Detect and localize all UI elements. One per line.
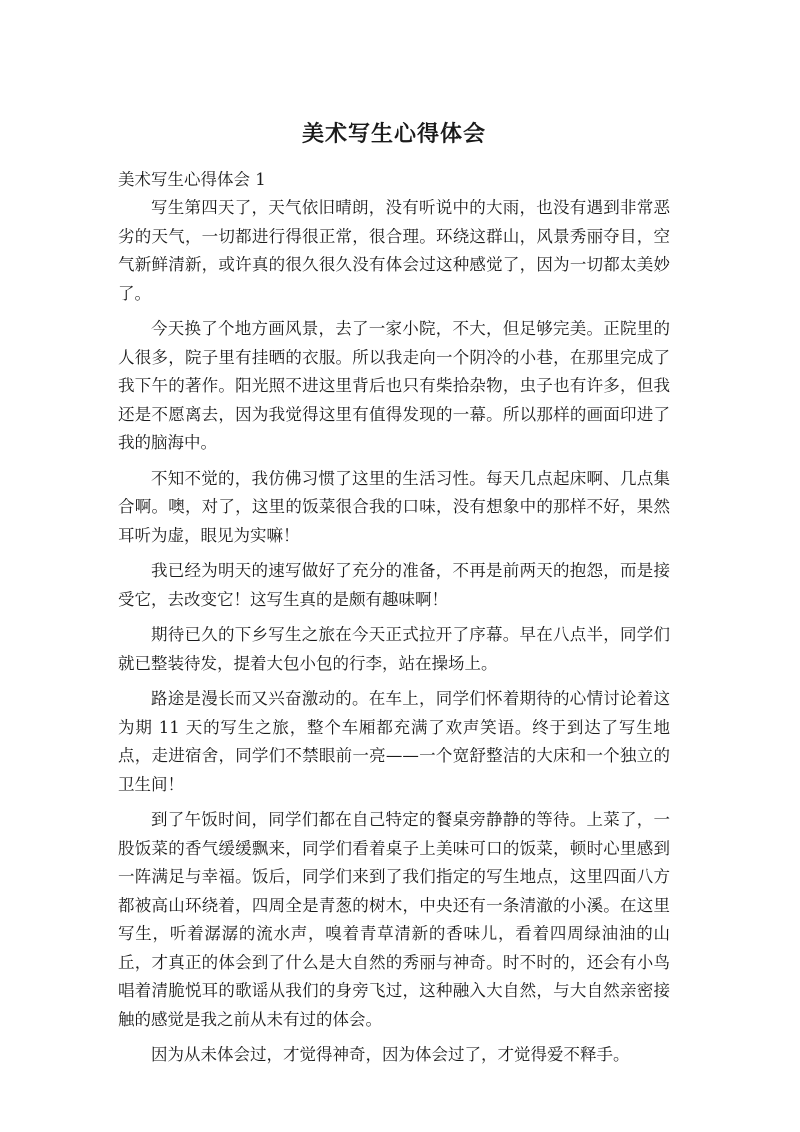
- document-title: 美术写生心得体会: [301, 122, 486, 147]
- paragraph-1: 写生第四天了，天气依旧晴朗，没有听说中的大雨，也没有遇到非常恶劣的天气，一切都进行得很正常，很合理。环绕这群山，风景秀丽夺目，空气新鲜清新，或许真的很久很久没有体会过这种感觉了，因为一切都太美妙了。: [118, 198, 670, 303]
- paragraph-8: 因为从未体会过，才觉得神奇，因为体会过了，才觉得爱不释手。: [151, 1045, 630, 1064]
- paragraph-2: 今天换了个地方画风景，去了一家小院，不大，但足够完美。正院里的人很多，院子里有挂晒的衣服。所以我走向一个阴冷的小巷，在那里完成了我下午的著作。阳光照不进这里背后也只有柴拾杂物，虫子也有许多，但我还是不愿离去，因为我觉得这里有值得发现的一幕。所以那样的画面印进了我的脑海中。: [118, 319, 670, 452]
- paragraph-3: 不知不觉的，我仿佛习惯了这里的生活习性。每天几点起床啊、几点集合啊。噢，对了，这里的饭菜很合我的口味，没有想象中的那样不好，果然耳听为虚，眼见为实嘛！: [118, 468, 670, 545]
- paragraph-4: 我已经为明天的速写做好了充分的准备，不再是前两天的抱怨，而是接受它，去改变它！这写生真的是颇有趣味啊！: [118, 561, 670, 609]
- paragraph-7: 到了午饭时间，同学们都在自己特定的餐桌旁静静的等待。上菜了，一股饭菜的香气缓缓飘来，同学们看着桌子上美味可口的饭菜，顿时心里感到一阵满足与幸福。饭后，同学们来到了我们指定的写生地点，这里四面八方都被高山环绕着，四周全是青葱的树木，中央还有一条清澈的小溪。在这里写生，听着潺潺的流水声，嗅着青草清新的香味儿，看着四周绿油油的山丘，才真正的体会到了什么是大自然的秀丽与神奇。时不时的，还会有小鸟唱着清脆悦耳的歌谣从我们的身旁飞过，这种融入大自然，与大自然亲密接触的感觉是我之前从未有过的体会。: [118, 810, 670, 1029]
- section-heading: 美术写生心得体会 1: [118, 170, 266, 189]
- paragraph-5: 期待已久的下乡写生之旅在今天正式拉开了序幕。早在八点半，同学们就已整装待发，提着大包小包的行李，站在操场上。: [118, 625, 670, 673]
- document-page: [118, 118, 670, 1077]
- paragraph-6: 路途是漫长而又兴奋激动的。在车上，同学们怀着期待的心情讨论着这为期 11 天的写生之旅，整个车厢都充满了欢声笑语。终于到达了写生地点，走进宿舍，同学们不禁眼前一亮——一个宽舒整洁的大床和一个独立的卫生间！: [118, 689, 670, 794]
